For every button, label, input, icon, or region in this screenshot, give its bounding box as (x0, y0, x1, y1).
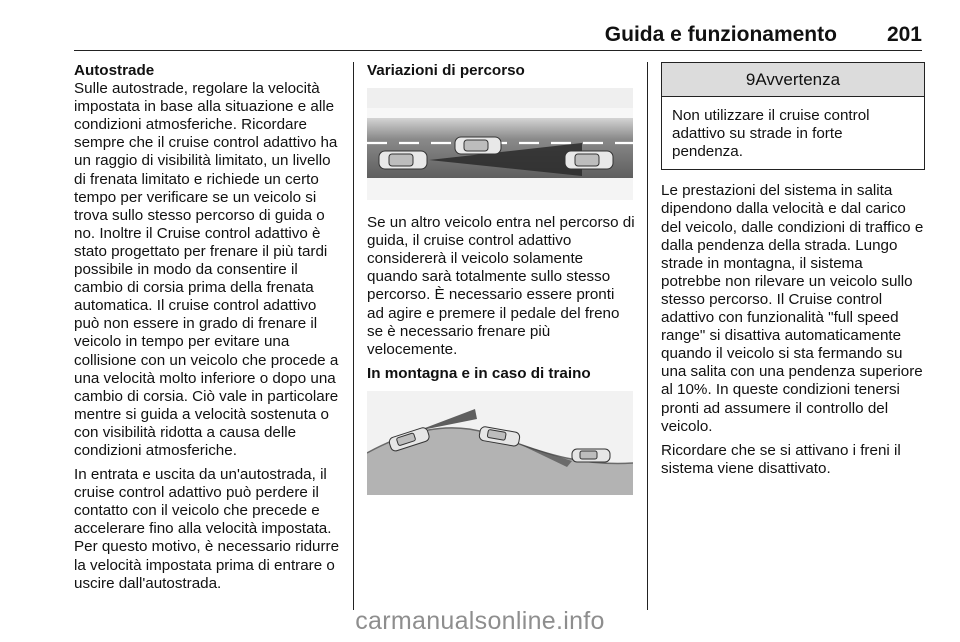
warning-title: Avvertenza (755, 70, 841, 89)
section-heading-montagna: In montagna e in caso di traino (367, 364, 591, 382)
car-middle (455, 137, 501, 154)
warning-text: Non utilizzare il cruise control adattivo su strade in forte pendenza. (672, 107, 870, 161)
car-downhill (572, 449, 610, 462)
warning-header (662, 63, 924, 97)
paragraph-autostrade-2: In entrata e uscita da un'autostrada, il cruise control adattivo può perdere il contatto con il veicolo che precede e accelerare fino alla velocità impostata. Per questo motivo, è necessario ridurre la velocità impostata prima di entrare o uscire dall'autostrada. (74, 466, 340, 592)
page-number: 201 (886, 23, 922, 46)
hill-illustration (367, 391, 633, 495)
column-1 (74, 62, 342, 599)
warning-icon: 9 (745, 70, 756, 89)
column-2 (367, 62, 635, 495)
column-3 (661, 62, 926, 484)
column-divider-2 (647, 62, 648, 610)
watermark: carmanualsonline.info (355, 607, 605, 635)
warning-body (662, 97, 924, 169)
column-divider-1 (353, 62, 354, 610)
header-title: Guida e funzionamento (604, 23, 837, 46)
warning-box (661, 62, 925, 170)
header-rule (74, 50, 922, 51)
paragraph-autostrade-1: Sulle autostrade, regolare la velocità impostata in base alla situazione e alle condizioni atmosferiche. Ricordare sempre che il cruise control adattivo ha un raggio di visibilità limitato, un livello di frenata limitato e richiede un certo tempo per verificare se un veicolo si trova sullo stesso percorso di guida o no. Inoltre il Cruise control adattivo è stato progettato per frenare il più tardi possibile in modo da consentire il cambio di corsia prima della frenata automatica. Il cruise control adattivo può non essere in grado di frenare il veicolo in tempo per evitare una collisione con un veicolo che procede a una velocità molto inferiore o dopo una cambio di corsia. Ciò vale in particolare mentre si guida a velocità sostenuta o con visibilità ridotta a causa delle condizioni atmosferiche. (74, 80, 339, 459)
lane-change-illustration (367, 88, 633, 200)
paragraph-salita: Le prestazioni del sistema in salita dipendono dalla velocità e dal carico del veicolo, dalle condizioni di traffico e dalla pendenza della strada. Lungo strade in montagna, il sistema potrebbe non rilevare un veicolo sullo stesso percorso. Il Cruise control adattivo con funzionalità "full speed range" si disattiva automaticamente quando il veicolo si sta fermando su una salita con una pendenza superiore al 10%. In queste condizioni tenersi pronti ad assumere il controllo del veicolo. (661, 182, 924, 435)
paragraph-freni: Ricordare che se si attivano i freni il sistema viene disattivato. (661, 441, 901, 477)
section-heading-autostrade: Autostrade (74, 62, 155, 79)
page-header (605, 23, 922, 47)
car-left (379, 151, 427, 169)
paragraph-variazioni: Se un altro veicolo entra nel percorso di guida, il cruise control adattivo considererà il veicolo solamente quando sarà totalmente sullo stesso percorso. È necessario essere pronti ad agire e premere il pedale del freno se è necessario frenare più velocemente. (367, 214, 635, 358)
section-heading-variazioni: Variazioni di percorso (367, 62, 525, 79)
car-right (565, 151, 613, 169)
